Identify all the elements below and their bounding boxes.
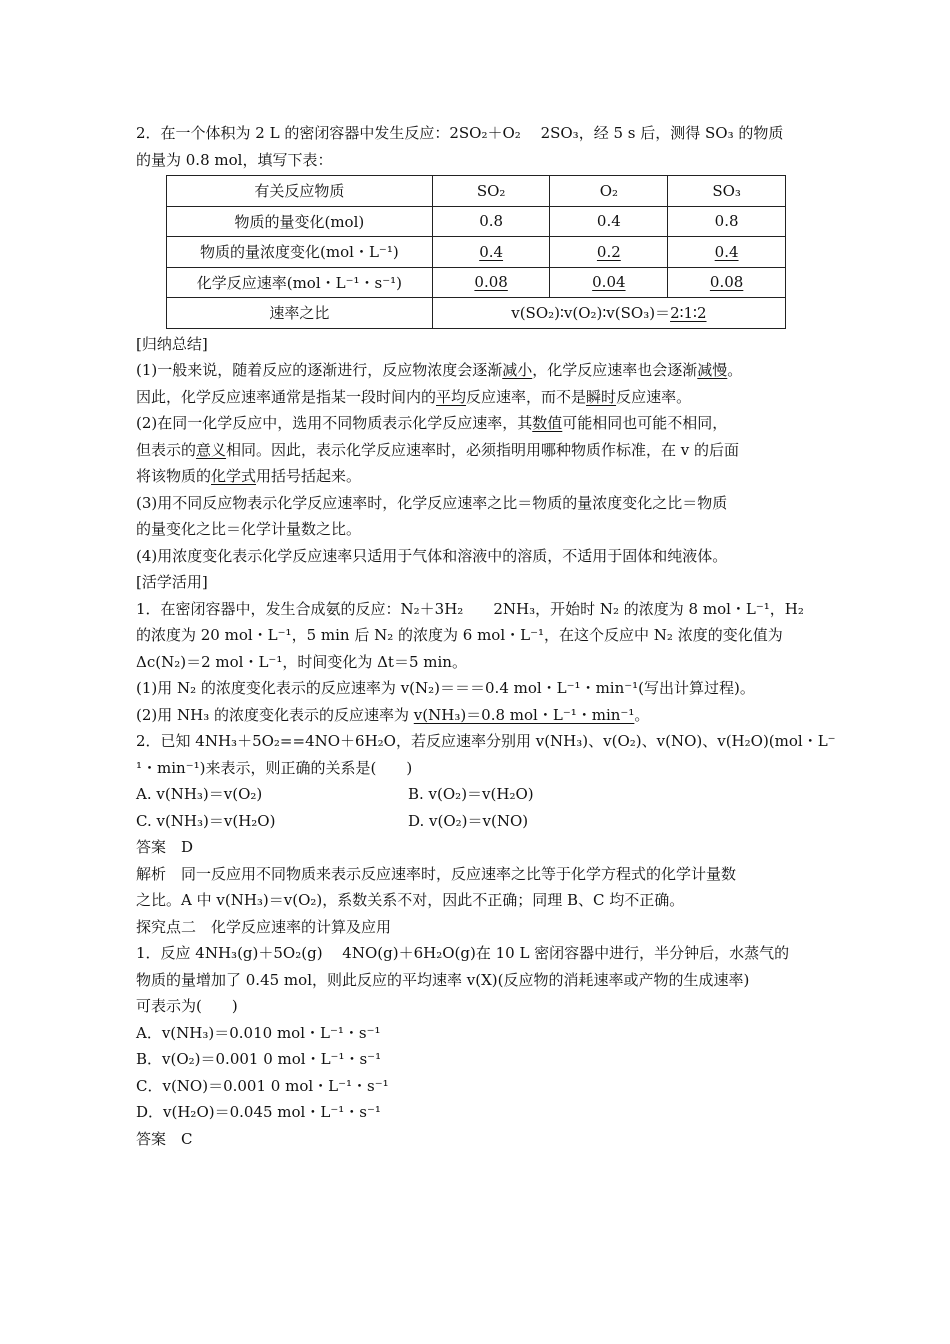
table-header-cell: SO₃ [668,176,786,207]
explore-text: 1．反应 4NH₃(g)＋5O₂(g) 4NO(g)＋6H₂O(g)在 10 L 密闭容器中进行，半分钟后，水蒸气的 [136,944,790,962]
text-span: 。 [634,705,650,724]
table-row-label: 化学反应速率(mol・L⁻¹・s⁻¹) [167,267,433,298]
answer-value: v(NH₃)＝0.8 mol・L⁻¹・min⁻¹ [413,705,635,724]
answer-value: 0.08 [474,273,508,292]
table-row-label: 速率之比 [167,298,433,329]
options-row [136,781,816,808]
text-span: ，化学反应速率也会逐渐 [532,361,698,379]
option-d: D. v(O₂)＝v(NO) [408,811,529,830]
text-span: 将该物质的 [136,467,212,485]
table-header-cell: 有关反应物质 [167,176,433,207]
table-cell: 0.8 [432,206,550,237]
table-row-label: 物质的量浓度变化(mol・L⁻¹) [167,237,433,268]
option-c: C．v(NO)＝0.001 0 mol・L⁻¹・s⁻¹ [136,1076,389,1095]
table-cell [432,267,550,298]
option-a: A．v(NH₃)＝0.010 mol・L⁻¹・s⁻¹ [136,1023,381,1042]
practice-text [136,702,816,729]
practice-text: 1．在密闭容器中，发生合成氨的反应：N₂＋3H₂ 2NH₃，开始时 N₂ 的浓度为 8 mol・L⁻¹，H₂ [136,599,804,618]
text-span: (2)在同一化学反应中，选用不同物质表示化学反应速率，其 [136,414,533,432]
answer-value: 数值 [532,414,563,432]
document-page [136,120,836,1152]
table-row-label: 物质的量变化(mol) [167,206,433,237]
answer-value: 0.4 [479,242,504,261]
answer-value: 0.08 [709,273,744,292]
option-a: A. v(NH₃)＝v(O₂) [136,785,263,803]
table-cell [550,237,668,268]
question-2-line-2: 的量为 0.8 mol，填写下表： [136,150,333,169]
practice-heading: [活学活用] [136,573,208,591]
text-span: (1)一般来说，随着反应的逐渐进行，反应物浓度会逐渐 [136,361,503,379]
table-cell [668,267,786,298]
answer-value: 瞬时 [586,387,617,406]
table-header-cell: O₂ [550,176,668,207]
answer-value: 0.04 [592,273,626,292]
explore-text: 物质的量增加了 0.45 mol，则此反应的平均速率 v(X)(反应物的消耗速率或产物的生成速率) [136,970,750,989]
explanation: 之比。A 中 v(NH₃)＝v(O₂)，系数关系不对，因此不正确；同理 B、C 均不正确。 [136,891,685,909]
table-row [167,206,786,237]
text-span: 用括号括起来。 [256,467,362,485]
text-span: 可能相同也可能不相同， [562,414,728,432]
explore-text: 可表示为( ) [136,997,238,1015]
table-row [167,267,786,298]
practice-text: Δc(N₂)＝2 mol・L⁻¹，时间变化为 Δt＝5 min。 [136,652,467,671]
summary-paragraph [136,437,816,464]
text-span: 反应速率。 [616,387,692,406]
text-span: 因此，化学反应速率通常是指某一段时间内的 [136,387,437,406]
ratio-answer: 2∶1∶2 [670,304,707,323]
answer-value: 意义 [196,440,227,459]
ratio-cell [432,298,785,329]
answer-value: 0.2 [596,242,621,261]
table-cell [550,267,668,298]
text-span: (2)用 NH₃ 的浓度变化表示的反应速率为 [136,705,414,724]
question-2-line-1: 2．在一个体积为 2 L 的密闭容器中发生反应：2SO₂＋O₂ 2SO₃，经 5 s 后，测得 SO₃ 的物质 [136,124,784,142]
answer: 答案 C [136,1129,193,1148]
table-row [167,298,786,329]
summary-paragraph [136,463,816,490]
answer-value: 平均 [436,387,467,406]
practice-text: ¹・min⁻¹)来表示，则正确的关系是( ) [136,758,413,777]
option-c: C. v(NH₃)＝v(H₂O) [136,811,276,830]
text-span: 但表示的 [136,440,197,459]
section-heading: 探究点二 化学反应速率的计算及应用 [136,917,392,936]
table-cell [432,237,550,268]
answer-value: 减慢 [697,361,728,379]
table-cell: 0.8 [668,206,786,237]
text-span: 。 [727,361,743,379]
summary-paragraph [136,357,816,384]
table-header-cell: SO₂ [432,176,550,207]
summary-paragraph [136,384,816,411]
answer-value: 化学式 [211,467,257,485]
options-row [136,808,816,835]
table-header-row [167,176,786,207]
practice-text: 的浓度为 20 mol・L⁻¹，5 min 后 N₂ 的浓度为 6 mol・L⁻¹，在这个反应中 N₂ 浓度的变化值为 [136,626,783,644]
summary-paragraph [136,410,816,437]
table-row [167,237,786,268]
explanation: 解析 同一反应用不同物质来表示反应速率时，反应速率之比等于化学方程式的化学计量数 [136,864,737,883]
summary-paragraph: 的量变化之比＝化学计量数之比。 [136,520,362,538]
table-cell [668,237,786,268]
practice-text: (1)用 N₂ 的浓度变化表示的反应速率为 v(N₂)＝＝＝0.4 mol・L⁻¹・min⁻¹(写出计算过程)。 [136,679,755,697]
option-b: B．v(O₂)＝0.001 0 mol・L⁻¹・s⁻¹ [136,1050,382,1068]
practice-text: 2．已知 4NH₃＋5O₂==4NO＋6H₂O，若反应速率分别用 v(NH₃)、v(O₂)、v(NO)、v(H₂O)(mol・L⁻ [136,732,836,750]
text-span: 反应速率，而不是 [466,387,587,406]
answer-value: 减小 [502,361,533,379]
option-b: B. v(O₂)＝v(H₂O) [408,785,534,803]
ratio-prefix: v(SO₂)∶v(O₂)∶v(SO₃)＝ [511,304,671,323]
text-span: 相同。因此，表示化学反应速率时，必须指明用哪种物质作标准，在 v 的后面 [226,440,740,459]
answer-value: 0.4 [714,242,739,261]
answer: 答案 D [136,838,194,856]
summary-paragraph: (3)用不同反应物表示化学反应速率时，化学反应速率之比＝物质的量浓度变化之比＝物质 [136,493,728,512]
summary-heading: [归纳总结] [136,334,208,353]
summary-paragraph: (4)用浓度变化表示化学反应速率只适用于气体和溶液中的溶质，不适用于固体和纯液体。 [136,546,728,565]
reaction-table [166,175,786,329]
option-d: D．v(H₂O)＝0.045 mol・L⁻¹・s⁻¹ [136,1103,381,1121]
table-cell: 0.4 [550,206,668,237]
